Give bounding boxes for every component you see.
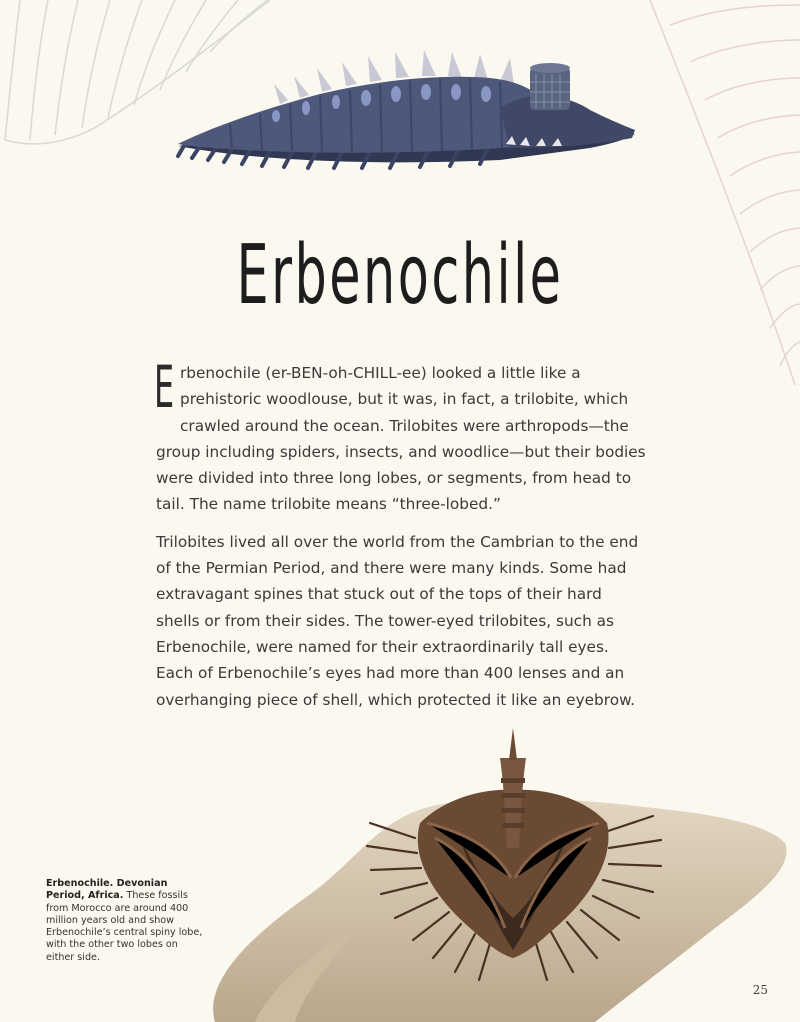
caption-title: Erbenochile. Devonian Period, Africa. <box>46 878 168 902</box>
photo-caption <box>46 878 204 964</box>
trilobite-fossil-photo <box>195 728 800 1022</box>
paragraph-1-text: rbenochile (er-BEN-oh-CHILL-ee) looked a little like a prehistoric woodlouse, but it was, in fact, a trilobite, which crawled around the ocean. Trilobites were arthropods—the group including spiders, insects, and woodlice—but their bodies were divided into three long lobes, or segments, from head to tail. The name trilobite means “three-lobed.” <box>156 364 646 514</box>
erbenochile-illustration <box>170 48 640 178</box>
caption-text: These fossils from Morocco are around 400 million years old and show Erbenochile’s central spiny lobe, with the other two lobes on either side. <box>46 890 203 963</box>
paragraph-1 <box>154 353 648 518</box>
page-number: 25 <box>752 983 768 997</box>
paragraph-2: Trilobites lived all over the world from the Cambrian to the end of the Permian Period, and there were many kinds. Some had extravagant spines that stuck out of the tops of their hard shells or from their sides. The tower-eyed trilobites, such as Erbenochile, were named for their extraordinarily tall eyes. Each of Erbenochile’s eyes had more than 400 lenses and an overhanging piece of shell, which protected it like an eyebrow. <box>156 532 639 709</box>
page-title: Erbenochile <box>236 228 564 323</box>
body-text <box>154 353 648 713</box>
drop-cap: E <box>154 353 175 421</box>
